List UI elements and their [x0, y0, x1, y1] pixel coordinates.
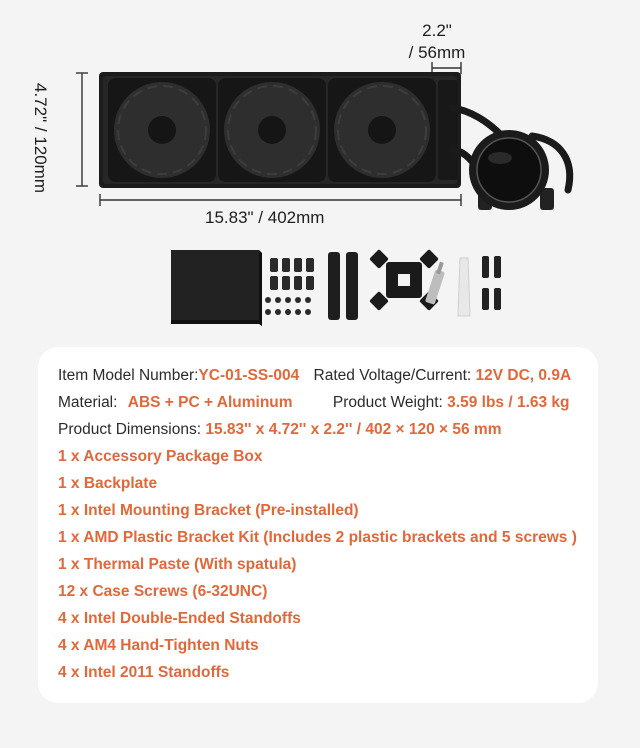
- package-item: 4 x Intel Double-Ended Standoffs: [58, 610, 301, 627]
- package-item: 1 x AMD Plastic Bracket Kit (Includes 2 plastic brackets and 5 screws ): [58, 529, 577, 546]
- dimensions-label: Product Dimensions:: [58, 421, 202, 438]
- width-dimension-line: [100, 194, 461, 206]
- amd-plastic-brackets: [328, 252, 358, 320]
- voltage-value: 12V DC, 0.9A: [475, 367, 572, 384]
- model-voltage-row: [58, 367, 571, 385]
- thermal-paste-syringe: [425, 262, 445, 305]
- model-value: YC-01-SS-004: [198, 367, 300, 384]
- material-weight-row: [58, 394, 570, 412]
- weight-label: Product Weight:: [332, 394, 443, 411]
- fan-2: [218, 78, 326, 182]
- package-item: 1 x Backplate: [58, 475, 158, 492]
- package-item: 1 x Intel Mounting Bracket (Pre-installed): [58, 502, 359, 519]
- voltage-label: Rated Voltage/Current:: [313, 367, 472, 384]
- fan-3: [328, 78, 436, 182]
- standoffs-and-screws: [265, 258, 314, 315]
- hand-tighten-nuts: [482, 256, 501, 310]
- radiator-illustration: [0, 0, 640, 340]
- specifications-card: [38, 347, 598, 703]
- package-item: 1 x Accessory Package Box: [58, 448, 263, 465]
- package-item: 4 x Intel 2011 Standoffs: [58, 664, 230, 681]
- package-item: 12 x Case Screws (6-32UNC): [58, 583, 268, 600]
- spatula: [458, 258, 470, 316]
- depth-mm: / 56mm: [408, 43, 466, 62]
- model-label: Item Model Number:: [58, 367, 199, 384]
- dimensions-value: 15.83'' x 4.72'' x 2.2'' / 402 × 120 × 56 mm: [205, 421, 502, 438]
- dimensions-row: [58, 421, 502, 439]
- radiator-end-tank: [438, 80, 458, 180]
- height-dimension-label: 4.72" / 120mm: [31, 83, 50, 193]
- accessory-box: [171, 250, 262, 326]
- depth-dimension-label: [392, 20, 482, 64]
- width-dimension-label: 15.83" / 402mm: [205, 208, 325, 227]
- weight-value: 3.59 lbs / 1.63 kg: [447, 394, 570, 411]
- fan-1: [108, 78, 216, 182]
- height-dimension-line: [76, 73, 88, 186]
- pump-head: [469, 130, 554, 210]
- material-label: Material:: [58, 394, 118, 411]
- depth-inches: 2.2": [422, 21, 452, 40]
- package-item: 1 x Thermal Paste (With spatula): [58, 556, 297, 573]
- material-value: ABS + PC + Aluminum: [127, 394, 293, 411]
- package-item: 4 x AM4 Hand-Tighten Nuts: [58, 637, 259, 654]
